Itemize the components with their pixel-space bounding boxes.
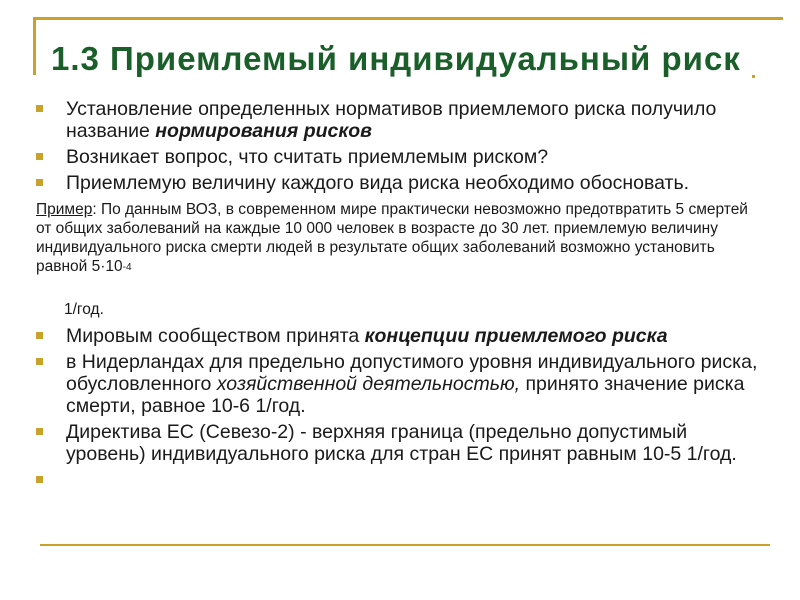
square-bullet-icon [36, 179, 43, 186]
bullet-item [36, 351, 766, 417]
frame-bottom-line [40, 544, 770, 546]
bullet-text: Установление определенных нормативов приемлемого риска получило название [66, 98, 717, 142]
bullet-item [36, 98, 766, 142]
example-note [36, 200, 766, 319]
bullet-italic: хозяйственной деятельностью, [216, 373, 521, 395]
example-text: : По данным ВОЗ, в современном мире практически невозможно предотвратить 5 смертей от общих заболеваний на каждые 10 000 человек в возрасте до 30 лет. приемлемую величину индивидуального риска смерти людей в результате общих заболеваний возможно установить равной 5·10 [36, 201, 748, 275]
bullet-emphasis: концепции приемлемого риска [364, 325, 668, 347]
bullet-text: Мировым сообществом принята [66, 325, 365, 347]
example-unit: 1/год. [64, 301, 104, 318]
bullet-text: Приемлемую величину каждого вида риска необходимо обосновать. [66, 172, 690, 194]
square-bullet-icon [36, 428, 43, 435]
bullet-item [36, 421, 766, 465]
bullet-item [36, 172, 766, 194]
bullet-text-end: принято значение риска смерти, равное 10-6 1/год. [66, 373, 745, 417]
bullet-emphasis: нормирования рисков [155, 120, 372, 142]
square-bullet-icon [36, 332, 43, 339]
frame-corner-mark [752, 75, 755, 78]
example-label: Пример [36, 201, 93, 218]
square-bullet-icon [36, 105, 43, 112]
slide-title: 1.3 Приемлемый индивидуальный риск [51, 40, 741, 77]
example-exponent: -4 [122, 262, 132, 273]
square-bullet-icon [36, 358, 43, 365]
bullet-text: Директива ЕС (Севезо-2) - верхняя граница (предельно допустимый уровень) индивидуального риска для стран ЕС принят равным 10-5 1/год. [66, 421, 737, 465]
bullet-item [36, 146, 766, 168]
slide-content [36, 98, 766, 495]
square-bullet-icon [36, 153, 43, 160]
bullet-text: Возникает вопрос, что считать приемлемым риском? [66, 146, 549, 168]
bullet-item [36, 325, 766, 347]
frame-top-line [33, 17, 783, 20]
bullet-text: в Нидерландах для предельно допустимого уровня индивидуального риска, обусловленного [66, 351, 758, 395]
bullet-item-empty [36, 469, 766, 491]
square-bullet-icon [36, 476, 43, 483]
frame-left-line [33, 17, 36, 75]
